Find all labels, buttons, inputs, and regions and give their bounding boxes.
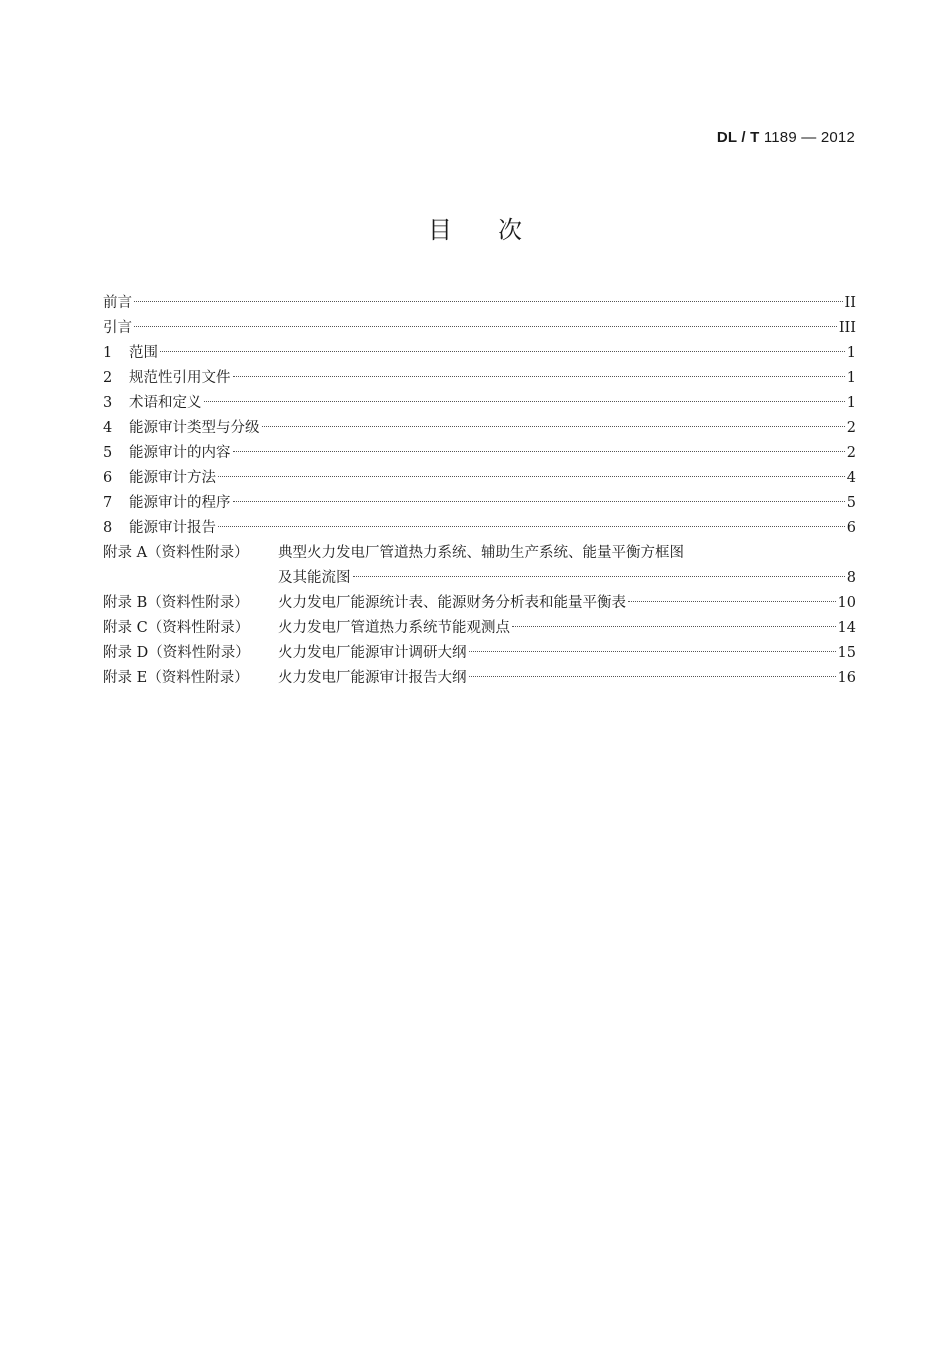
toc-section-number: 2 bbox=[103, 370, 113, 386]
toc-label: 能源审计的内容 bbox=[129, 445, 231, 461]
toc-label: 能源审计的程序 bbox=[129, 495, 231, 511]
table-of-contents bbox=[103, 291, 856, 691]
toc-entry-6[interactable] bbox=[103, 466, 856, 491]
toc-leader-dots bbox=[469, 651, 836, 652]
toc-page-number: 16 bbox=[837, 670, 856, 686]
toc-page-number: 15 bbox=[837, 645, 856, 661]
toc-leader-dots bbox=[134, 301, 843, 302]
toc-leader-dots bbox=[262, 426, 845, 427]
toc-entry-1[interactable] bbox=[103, 341, 856, 366]
toc-label: 火力发电厂能源统计表、能源财务分析表和能量平衡表 bbox=[278, 595, 626, 611]
toc-page-number: 2 bbox=[846, 420, 856, 436]
appendix-prefix: 附录 C（资料性附录） bbox=[103, 620, 250, 636]
toc-label: 能源审计方法 bbox=[129, 470, 216, 486]
toc-page-number: 4 bbox=[846, 470, 856, 486]
page-title: 目次 bbox=[428, 216, 568, 244]
toc-label: 术语和定义 bbox=[129, 395, 202, 411]
toc-leader-dots bbox=[628, 601, 836, 602]
toc-page-number: III bbox=[838, 320, 856, 336]
toc-section-number: 7 bbox=[103, 495, 113, 511]
toc-leader-dots bbox=[218, 526, 845, 527]
toc-entry-3[interactable] bbox=[103, 391, 856, 416]
toc-page-number: 14 bbox=[837, 620, 856, 636]
toc-label: 火力发电厂能源审计报告大纲 bbox=[278, 670, 467, 686]
toc-leader-dots bbox=[353, 576, 845, 577]
toc-entry-5[interactable] bbox=[103, 441, 856, 466]
toc-label: 能源审计报告 bbox=[129, 520, 216, 536]
appendix-prefix: 附录 E（资料性附录） bbox=[103, 670, 249, 686]
toc-entry-introduction[interactable] bbox=[103, 316, 856, 341]
toc-label: 规范性引用文件 bbox=[129, 370, 231, 386]
toc-leader-dots bbox=[204, 401, 845, 402]
toc-label: 及其能流图 bbox=[278, 570, 351, 586]
toc-entry-appendix-d[interactable] bbox=[103, 641, 856, 666]
toc-page-number: 1 bbox=[846, 370, 856, 386]
toc-page-number: 6 bbox=[846, 520, 856, 536]
toc-section-number: 8 bbox=[103, 520, 113, 536]
toc-page-number: 1 bbox=[846, 395, 856, 411]
appendix-prefix: 附录 A（资料性附录） bbox=[103, 545, 249, 561]
toc-entry-appendix-a-continued[interactable] bbox=[103, 566, 856, 591]
appendix-prefix: 附录 D（资料性附录） bbox=[103, 645, 250, 661]
toc-entry-4[interactable] bbox=[103, 416, 856, 441]
toc-entry-2[interactable] bbox=[103, 366, 856, 391]
toc-label: 火力发电厂能源审计调研大纲 bbox=[278, 645, 467, 661]
toc-leader-dots bbox=[233, 451, 845, 452]
toc-section-number: 6 bbox=[103, 470, 113, 486]
toc-page-number: 10 bbox=[837, 595, 856, 611]
toc-entry-8[interactable] bbox=[103, 516, 856, 541]
toc-section-number: 1 bbox=[103, 345, 113, 361]
toc-entry-appendix-a[interactable] bbox=[103, 541, 856, 566]
document-code-prefix: DL / T bbox=[716, 129, 760, 146]
toc-leader-dots bbox=[218, 476, 845, 477]
toc-label: 典型火力发电厂管道热力系统、辅助生产系统、能量平衡方框图 bbox=[278, 545, 684, 561]
toc-entry-appendix-b[interactable] bbox=[103, 591, 856, 616]
toc-section-number: 3 bbox=[103, 395, 113, 411]
toc-leader-dots bbox=[233, 376, 845, 377]
toc-entry-foreword[interactable] bbox=[103, 291, 856, 316]
document-code-number: 1189 — 2012 bbox=[763, 129, 855, 146]
toc-entry-appendix-e[interactable] bbox=[103, 666, 856, 691]
toc-entry-7[interactable] bbox=[103, 491, 856, 516]
toc-page-number: 2 bbox=[846, 445, 856, 461]
document-code bbox=[717, 129, 855, 146]
toc-label: 范围 bbox=[129, 345, 158, 361]
toc-label: 引言 bbox=[103, 320, 132, 336]
toc-page-number: 8 bbox=[846, 570, 856, 586]
toc-leader-dots bbox=[160, 351, 845, 352]
toc-page-number: 5 bbox=[846, 495, 856, 511]
toc-label: 能源审计类型与分级 bbox=[129, 420, 260, 436]
toc-leader-dots bbox=[233, 501, 845, 502]
toc-leader-dots bbox=[512, 626, 836, 627]
toc-leader-dots bbox=[134, 326, 837, 327]
toc-section-number: 5 bbox=[103, 445, 113, 461]
toc-section-number: 4 bbox=[103, 420, 113, 436]
toc-label: 前言 bbox=[103, 295, 132, 311]
toc-page-number: II bbox=[844, 295, 856, 311]
toc-page-number: 1 bbox=[846, 345, 856, 361]
toc-entry-appendix-c[interactable] bbox=[103, 616, 856, 641]
appendix-prefix: 附录 B（资料性附录） bbox=[103, 595, 249, 611]
toc-leader-dots bbox=[469, 676, 836, 677]
toc-label: 火力发电厂管道热力系统节能观测点 bbox=[278, 620, 510, 636]
